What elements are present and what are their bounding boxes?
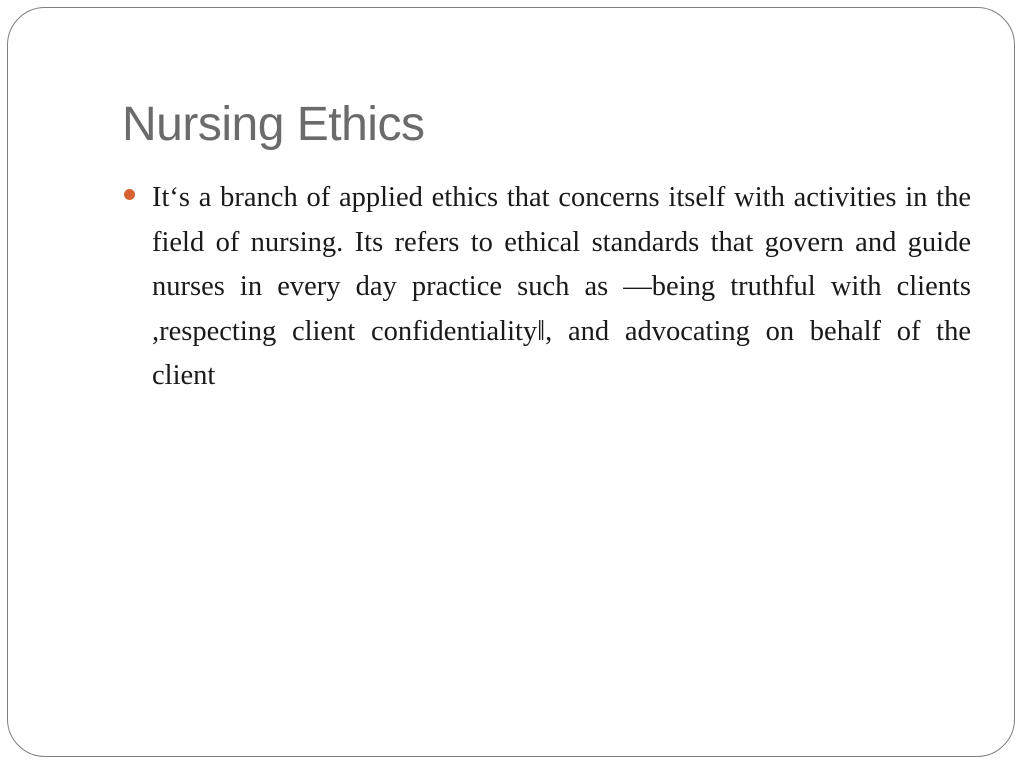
slide-body: [124, 176, 971, 399]
bullet-dot-icon: [124, 189, 135, 200]
slide-frame: [7, 7, 1015, 757]
slide-title: Nursing Ethics: [122, 98, 425, 151]
bullet-list-item: [124, 176, 971, 399]
bullet-text: It‘s a branch of applied ethics that concerns itself with activities in the field of nursing. Its refers to ethical standards that govern and guide nurses in every day practice such as ―being truthful with clients ,respecting client confidentiality‖, and advocating on behalf of the client: [152, 182, 971, 391]
